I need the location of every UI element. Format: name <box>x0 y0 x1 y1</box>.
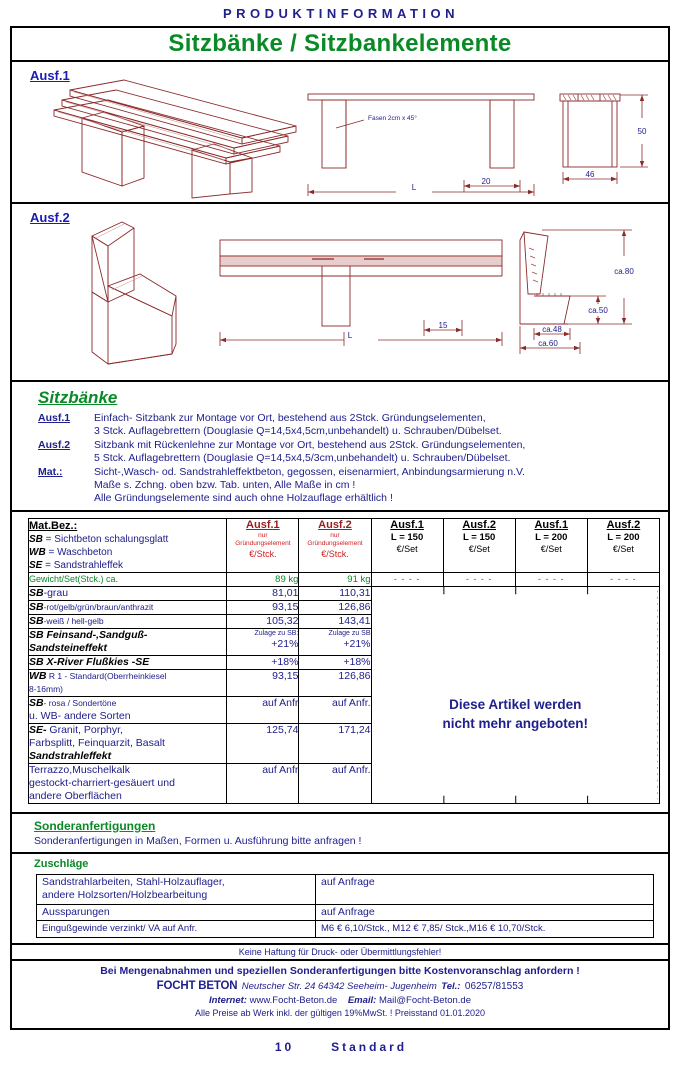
row3-v1 <box>227 628 299 655</box>
dim-ca60-label: ca.60 <box>538 339 558 348</box>
weight-dash-1: - - - - <box>371 572 443 586</box>
col0-unit: €/Stck. <box>249 548 277 559</box>
row2-v1: 105,32 <box>227 614 299 628</box>
zuschlag-key-0-line1: Sandstrahlarbeiten, Stahl-Holzauflager, <box>42 875 225 888</box>
row1-text: -rot/gelb/grün/braun/anthrazit <box>43 601 154 612</box>
col0-sub2: Gründungselement <box>235 540 291 548</box>
internet-value[interactable]: www.Focht-Beton.de <box>249 994 338 1006</box>
row5-label <box>29 669 227 696</box>
row3-code: SB Feinsand-,Sandguß- <box>29 628 148 641</box>
discontinued-notice <box>372 695 659 733</box>
zuschlag-value-2: M6 € 6,10/Stck., M12 € 7,85/ Stck.,M16 € 10,70/Stck. <box>316 921 654 938</box>
table-row-weight <box>29 572 660 586</box>
sonder-heading: Sonderanfertigungen <box>34 818 156 833</box>
row8-code: Terrazzo,Muschelkalk <box>29 763 130 776</box>
row3-z1: Zulage zu SB: <box>254 629 299 637</box>
row2-label <box>29 614 227 628</box>
description-label-mat: Mat.: <box>38 465 63 478</box>
top-banner <box>0 0 682 26</box>
legend-code-se: SE <box>29 559 43 571</box>
dim-L-label-1: L <box>411 183 417 192</box>
company-brand: FOCHT BETON <box>156 979 238 992</box>
drawing-panel-ausf2 <box>12 204 668 382</box>
matbez-cell <box>29 518 227 572</box>
row4-code: SB X-River Flußkies -SE <box>29 655 150 668</box>
row8-v2: auf Anfr. <box>299 763 371 803</box>
ausf1-drawings-svg <box>12 62 668 202</box>
legend-code-sb: SB <box>29 533 43 545</box>
description-row-ausf2 <box>38 439 668 452</box>
row5-v1: 93,15 <box>227 669 299 696</box>
internet-label: Internet: <box>208 994 247 1006</box>
row0-v2: 110,31 <box>299 586 371 600</box>
col3-unit: €/Set <box>468 543 490 554</box>
zuschlag-key-2: Eingußgewinde verzinkt/ VA auf Anfr. <box>37 921 316 938</box>
weight-value-ausf2 <box>299 572 371 586</box>
column-header-ausf1-elem <box>227 518 299 572</box>
row0-text: -grau <box>43 586 69 599</box>
row7-code: SE- <box>29 723 47 736</box>
description-heading: Sitzbänke <box>38 388 118 407</box>
description-row-ausf1 <box>38 412 668 425</box>
dim-fasen-label: Fasen 2cm x 45° <box>368 115 417 122</box>
dim-ca48-label: ca.48 <box>542 325 562 334</box>
dim-L-label-2: L <box>347 331 353 340</box>
description-text-ausf1-line2: 3 Stck. Auflagebrettern (Douglasie Q=14,5x4,5cm,unbehandelt) u. Schrauben/Dübelset. <box>94 425 502 438</box>
col1-name: Ausf.2 <box>318 518 352 531</box>
weight-dash-4: - - - - <box>587 572 659 586</box>
description-text-ausf1-line1: Einfach- Sitzbank zur Montage vor Ort, bestehend aus 2Stck. Gründungselementen, <box>94 412 486 424</box>
row2-v2: 143,41 <box>299 614 371 628</box>
row1-label <box>29 600 227 614</box>
column-header-ausf2-l150 <box>443 518 515 572</box>
row3-label <box>29 628 227 655</box>
description-section <box>12 382 668 512</box>
row7-v2: 171,24 <box>299 723 371 763</box>
legend-text-sb: = Sichtbeton schalungsglatt <box>42 533 169 545</box>
col2-unit: €/Set <box>396 543 418 554</box>
col0-sub1: nur <box>258 531 268 539</box>
col2-name: Ausf.1 <box>390 518 424 531</box>
ausf1-label: Ausf.1 <box>30 68 70 83</box>
row6-text: - rosa / Sondertöne <box>43 697 117 708</box>
dim-46-label: 46 <box>585 170 595 179</box>
legend-sb <box>29 533 226 546</box>
row0-v1: 81,01 <box>227 586 299 600</box>
legend-wb <box>29 546 226 559</box>
matbez-title: Mat.Bez.: <box>29 519 78 532</box>
discontinued-notice-cell <box>371 586 659 803</box>
weight-dash-3: - - - - <box>515 572 587 586</box>
row3-z2: Zulage zu SB <box>328 629 371 637</box>
zuschlaege-section <box>12 854 668 943</box>
col1-unit: €/Stck. <box>321 548 349 559</box>
zuschlaege-heading: Zuschläge <box>34 857 89 870</box>
weight-label <box>29 572 227 586</box>
row6-v2: auf Anfr. <box>299 696 371 723</box>
description-text-mat-line1: Sicht-,Wasch- od. Sandstrahleffektbeton, gegossen, eisenarmiert, Anbindungsarmierung n.V. <box>94 465 525 478</box>
col0-name: Ausf.1 <box>246 518 280 531</box>
legend-code-wb: WB <box>29 546 46 558</box>
zuschlag-key-0-line2: andere Holzsorten/Holzbearbeitung <box>42 889 208 902</box>
page-title: Sitzbänke / Sitzbankelemente <box>168 30 512 57</box>
row1-v2: 126,86 <box>299 600 371 614</box>
dim-ca80-label: ca.80 <box>614 267 634 276</box>
legend-text-wb: = Waschbeton <box>45 546 113 558</box>
row7-text2: Farbsplitt, Feinquarzit, Basalt <box>29 736 165 749</box>
row2-text: -weiß / hell-gelb <box>43 615 104 626</box>
row0-code: SB <box>29 586 44 599</box>
description-text-ausf2-line1: Sitzbank mit Rückenlehne zur Montage vor Ort, bestehend aus 2Stck. Gründungselementen, <box>94 438 526 451</box>
row1-v1: 93,15 <box>227 600 299 614</box>
row2-code: SB <box>29 614 44 627</box>
dim-ca50-label: ca.50 <box>588 306 608 315</box>
row7-label <box>29 723 227 763</box>
page-footer <box>0 1038 682 1056</box>
table-row <box>29 586 660 600</box>
notice-line1: Diese Artikel werden <box>449 696 582 712</box>
legend-se <box>29 559 226 572</box>
table-row <box>37 904 654 921</box>
sonder-text: Sonderanfertigungen in Maßen, Formen u. Ausführung bitte anfragen ! <box>34 834 362 847</box>
dim-50-label: 50 <box>637 127 647 136</box>
row5-v2: 126,86 <box>299 669 371 696</box>
page-title-band <box>12 28 668 62</box>
row5-code: WB <box>29 669 47 682</box>
sonder-section <box>12 814 668 854</box>
notice-line2: nicht mehr angeboten! <box>442 715 589 731</box>
document-kicker: PRODUKTINFORMATION <box>222 5 460 21</box>
footer-company-line <box>12 978 668 994</box>
zuschlag-value-0: auf Anfrage <box>316 874 654 904</box>
description-text-mat-line2: Maße s. Zchng. oben bzw. Tab. unten, Alle Maße in cm ! <box>94 479 356 492</box>
weight-v2: 91 kg <box>347 573 371 585</box>
col5-name: Ausf.2 <box>606 518 641 531</box>
row6-label <box>29 696 227 723</box>
col2-sub1: L = 150 <box>390 531 424 543</box>
row8-text2: gestockt-charriert-gesäuert und <box>29 776 175 789</box>
zuschlag-value-1: auf Anfrage <box>316 904 654 921</box>
table-row <box>37 921 654 938</box>
row5-text: R 1 - Standard(Oberrheinkiesel <box>46 670 167 681</box>
page-number: 10 <box>274 1040 295 1054</box>
disclaimer-note: Keine Haftung für Druck- oder Übermittlungsfehler! <box>12 943 668 961</box>
description-row-mat <box>38 466 668 479</box>
row3-text2: Sandsteineffekt <box>29 641 107 654</box>
weight-label-text: Gewicht/Set(Stck.) ca. <box>29 573 119 584</box>
zuschlaege-table <box>36 874 654 938</box>
col1-sub1: nur <box>330 531 340 539</box>
page-category-label: Standard <box>331 1040 408 1054</box>
zuschlag-key-1: Aussparungen <box>37 904 316 921</box>
row5-text2: 8-16mm) <box>29 683 64 694</box>
row7-text3: Sandstrahleffekt <box>29 749 112 762</box>
row7-v1: 125,74 <box>227 723 299 763</box>
description-label-ausf2: Ausf.2 <box>38 438 71 451</box>
weight-dash-2: - - - - <box>443 572 515 586</box>
row6-code: SB <box>29 696 44 709</box>
column-header-ausf2-l200 <box>587 518 659 572</box>
row7-text: Granit, Porphyr, <box>46 723 123 736</box>
column-header-ausf1-l200 <box>515 518 587 572</box>
weight-v1: 89 kg <box>275 573 299 585</box>
company-footer <box>12 961 668 1023</box>
price-table-header-row <box>29 518 660 572</box>
row4-label <box>29 655 227 669</box>
price-table <box>28 518 660 804</box>
footer-contact-line <box>12 994 668 1007</box>
email-label: Email: <box>347 994 377 1006</box>
row3-v1-val: +21% <box>271 637 299 650</box>
row4-v1: +18% <box>227 655 299 669</box>
col1-sub2: Gründungselement <box>307 540 363 548</box>
drawing-panel-ausf1 <box>12 62 668 204</box>
row8-text3: andere Oberflächen <box>29 789 122 802</box>
description-text-ausf2-line2: 5 Stck. Auflagebrettern (Douglasie Q=14,5x4,5/3cm,unbehandelt) u. Schrauben/Dübelset. <box>94 452 511 465</box>
row3-v2-val: +21% <box>343 637 371 650</box>
ausf2-drawings-svg <box>12 204 668 380</box>
dim-15-label: 15 <box>438 321 448 330</box>
row8-v1: auf Anfr <box>227 763 299 803</box>
row4-v2: +18% <box>299 655 371 669</box>
row3-v2 <box>299 628 371 655</box>
row0-label <box>29 586 227 600</box>
column-header-ausf2-elem <box>299 518 371 572</box>
col3-name: Ausf.2 <box>462 518 496 531</box>
zuschlag-key-0 <box>37 874 316 904</box>
main-frame <box>10 26 670 1030</box>
column-header-ausf1-l150 <box>371 518 443 572</box>
row6-text2: u. WB- andere Sorten <box>29 709 131 722</box>
ausf2-label: Ausf.2 <box>30 210 70 225</box>
table-row <box>37 874 654 904</box>
company-tel-value: 06257/81553 <box>464 980 524 992</box>
description-extra-line: Alle Gründungselemente sind auch ohne Holzauflage erhältlich ! <box>94 492 393 505</box>
row1-code: SB <box>29 600 44 613</box>
col4-sub1: L = 200 <box>535 531 568 543</box>
col4-name: Ausf.1 <box>534 518 569 531</box>
weight-value-ausf1 <box>227 572 299 586</box>
price-table-section <box>12 512 668 814</box>
email-value[interactable]: Mail@Focht-Beton.de <box>378 994 472 1006</box>
description-label-ausf1: Ausf.1 <box>38 412 71 424</box>
company-tel-label: Tel.: <box>441 980 461 992</box>
col5-unit: €/Set <box>612 543 634 554</box>
col3-sub1: L = 150 <box>463 531 496 543</box>
row8-label <box>29 763 227 803</box>
col5-sub1: L = 200 <box>607 531 640 543</box>
footer-cta: Bei Mengenabnahmen und speziellen Sonderanfertigungen bitte Kostenvoranschlag anfordern ! <box>100 964 580 977</box>
company-address: Neutscher Str. 24 64342 Seeheim- Jugenheim <box>241 980 437 992</box>
col4-unit: €/Set <box>540 543 562 554</box>
legend-text-se: = Sandstrahleffek <box>42 559 124 571</box>
dim-20-label: 20 <box>481 177 491 186</box>
footer-prices-note: Alle Preise ab Werk inkl. der gültigen 19%MwSt. ! Preisstand 01.01.2020 <box>195 1007 485 1018</box>
row6-v1: auf Anfr <box>227 696 299 723</box>
